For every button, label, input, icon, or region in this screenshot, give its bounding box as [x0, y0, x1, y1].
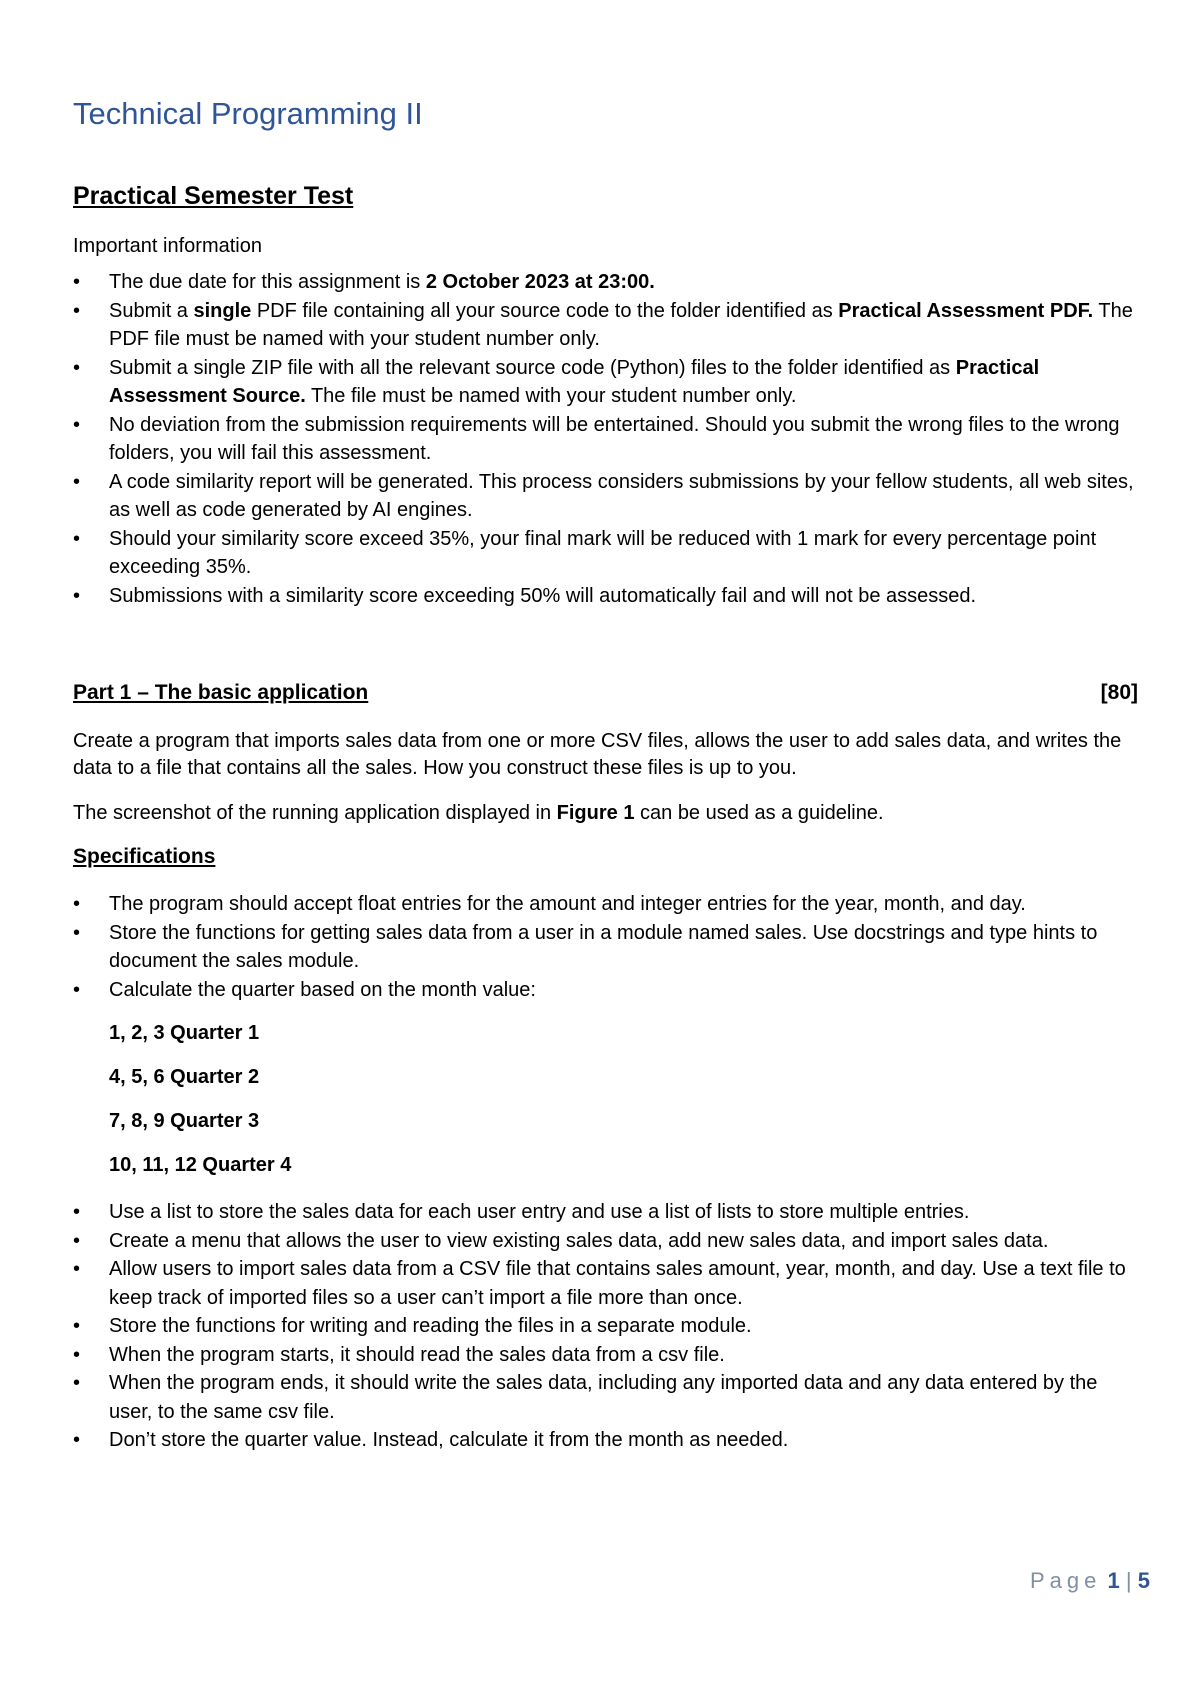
quarter-4-line: 10, 11, 12 Quarter 4 [109, 1154, 292, 1176]
text-segment: Create a menu that allows the user to view existing sales data, add new sales data, and import sales data. [109, 1229, 1049, 1252]
page-current: 1 [1107, 1568, 1120, 1593]
text-segment: When the program ends, it should write the sales data, including any imported data and any data entered by the user, to the same csv file. [109, 1372, 1098, 1423]
quarter-1-line: 1, 2, 3 Quarter 1 [109, 1022, 260, 1044]
text-segment: single [193, 299, 252, 322]
text-segment: Should your similarity score exceed 35%, your final mark will be reduced with 1 mark for every percentage point exceeding 35%. [109, 527, 1097, 578]
text-segment: Calculate the quarter based on the month value: [109, 978, 536, 1001]
text-segment: Figure 1 [556, 802, 635, 824]
test-title: Practical Semester Test [73, 182, 354, 210]
important-info-list [73, 268, 1138, 610]
list-item [73, 919, 1138, 976]
text-segment: can be used as a guideline. [634, 802, 884, 824]
text-segment: Allow users to import sales data from a CSV file that contains sales amount, year, month, and day. Use a text file to keep track of imported files so a user can’t import a file more than once. [109, 1258, 1126, 1309]
list-item [73, 1255, 1138, 1312]
list-item [73, 1227, 1138, 1256]
text-segment: A code similarity report will be generated. This process considers submissions by your fellow students, all web sites, as well as code generated by AI engines. [109, 470, 1134, 521]
page-footer [1030, 1568, 1150, 1594]
quarter-3-line: 7, 8, 9 Quarter 3 [109, 1110, 260, 1132]
quarter-2-line: 4, 5, 6 Quarter 2 [109, 1066, 260, 1088]
text-segment: Use a list to store the sales data for each user entry and use a list of lists to store multiple entries. [109, 1201, 970, 1223]
page-total: 5 [1137, 1568, 1150, 1593]
list-item [73, 1426, 1138, 1455]
text-segment: PDF file containing all your source code to the folder identified as [251, 299, 839, 322]
specifications-list-b [73, 1198, 1138, 1455]
part1-intro: Create a program that imports sales data from one or more CSV files, allows the user to add sales data, and writes the data to a file that contains all the sales. How you construct these files is up to you. [73, 730, 1122, 779]
page-separator: | [1125, 1568, 1132, 1593]
list-item [73, 468, 1138, 525]
specifications-heading: Specifications [73, 845, 216, 868]
text-segment: Store the functions for getting sales data from a user in a module named sales. Use docstrings and type hints to document the sales module. [109, 921, 1098, 972]
text-segment: The PDF file must be named with your student number only. [109, 299, 1133, 350]
list-item [73, 1198, 1138, 1227]
list-item [73, 268, 1138, 297]
list-item [73, 582, 1138, 611]
part1-heading [73, 681, 1138, 705]
text-segment: 2 October 2023 at 23:00. [425, 271, 655, 293]
part1-guideline [73, 800, 1138, 827]
list-item [73, 1369, 1138, 1426]
text-segment: Submit a [109, 299, 194, 322]
specifications-list-a [73, 890, 1138, 1004]
list-item [73, 354, 1138, 411]
text-segment: The due date for this assignment is [109, 271, 426, 293]
document-title: Technical Programming II [73, 96, 423, 131]
text-segment: No deviation from the submission requirements will be entertained. Should you submit the wrong files to the wrong folders, you will fail this assessment. [109, 413, 1120, 464]
part1-marks: [80] [1100, 681, 1138, 704]
list-item [73, 890, 1138, 919]
text-segment: Practical Assessment PDF. [838, 299, 1094, 322]
text-segment: When the program starts, it should read the sales data from a csv file. [109, 1343, 725, 1366]
text-segment: The screenshot of the running application displayed in [73, 802, 557, 824]
list-item [73, 525, 1138, 582]
page-label: Page [1030, 1568, 1102, 1593]
text-segment: Submissions with a similarity score exceeding 50% will automatically fail and will not be assessed. [109, 584, 977, 607]
text-segment: The file must be named with your student number only. [305, 385, 797, 407]
list-item [73, 411, 1138, 468]
text-segment: Submit a single ZIP file with all the relevant source code (Python) files to the folder identified as [109, 356, 956, 379]
text-segment: The program should accept float entries for the amount and integer entries for the year, month, and day. [109, 893, 1026, 915]
list-item [73, 976, 1138, 1005]
important-info-label: Important information [73, 235, 262, 257]
list-item [73, 1341, 1138, 1370]
list-item [73, 297, 1138, 354]
text-segment: Practical Assessment Source. [109, 356, 1040, 407]
text-segment: Don’t store the quarter value. Instead, calculate it from the month as needed. [109, 1429, 789, 1451]
text-segment: Store the functions for writing and reading the files in a separate module. [109, 1315, 752, 1337]
list-item [73, 1312, 1138, 1341]
part1-title: Part 1 – The basic application [73, 681, 369, 704]
